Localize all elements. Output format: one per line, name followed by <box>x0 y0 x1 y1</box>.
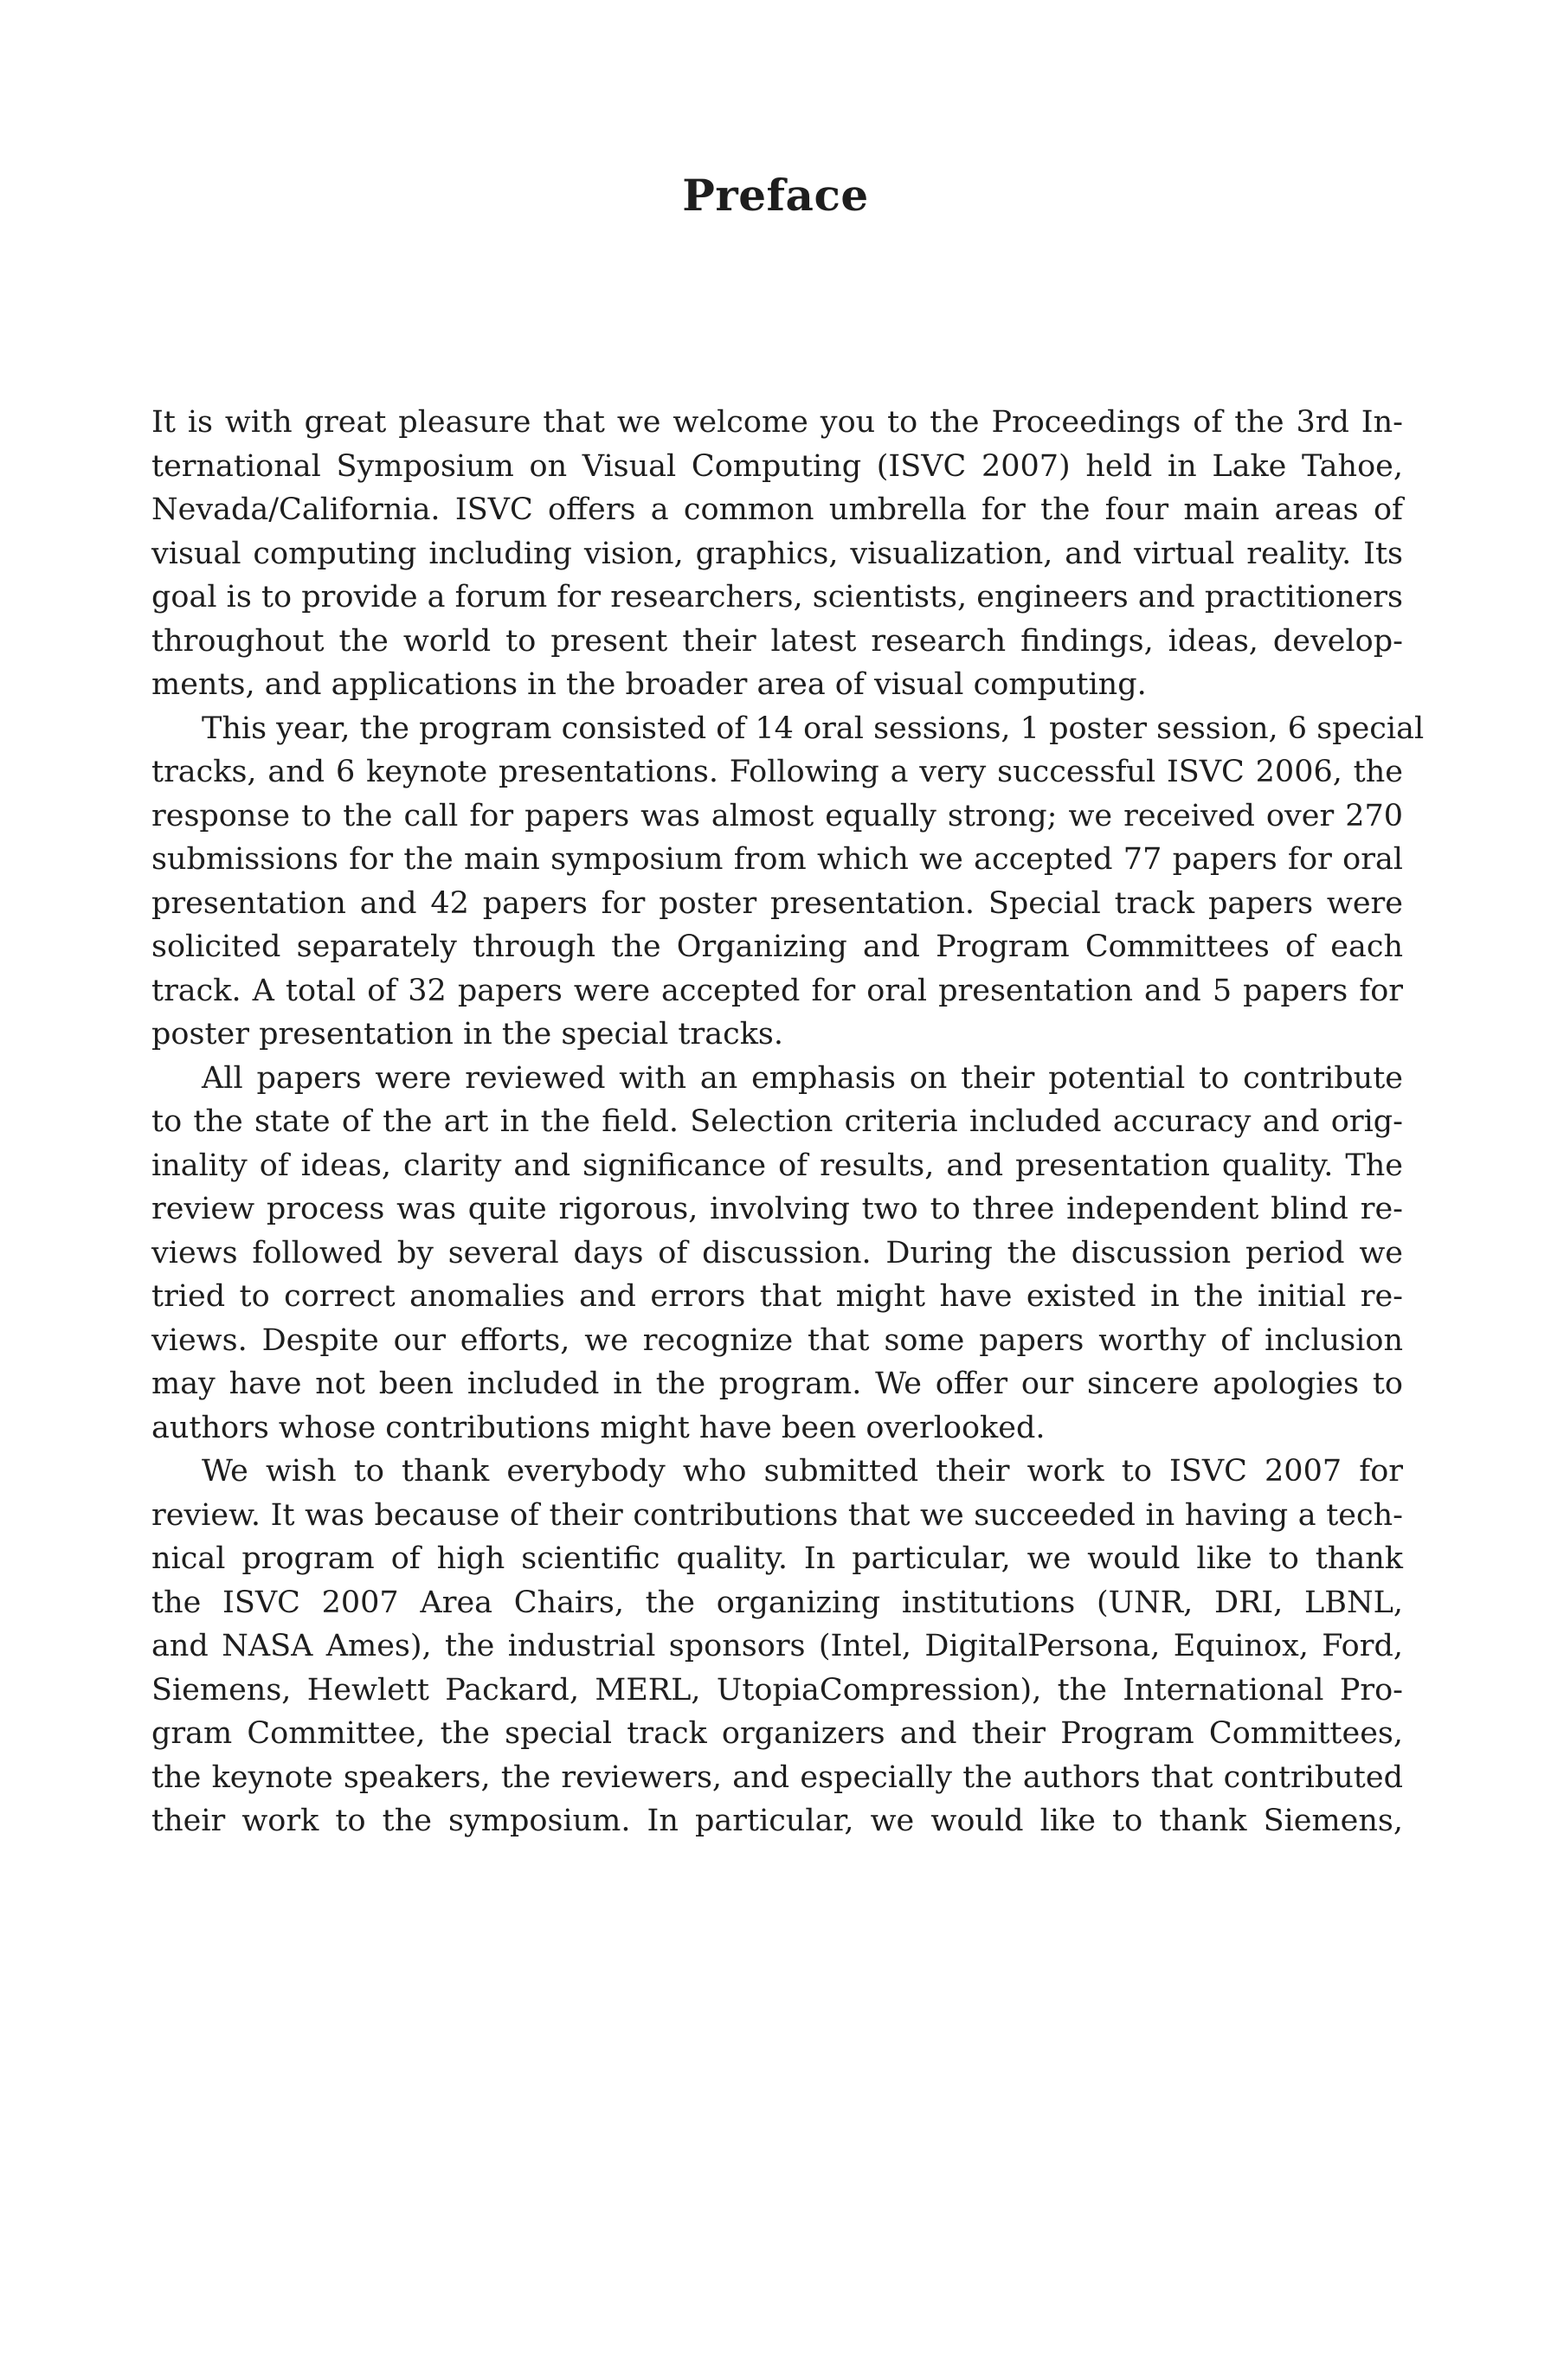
text-line: review. It was because of their contributions that we succeeded in having a tech- <box>151 1497 1403 1533</box>
paragraph-2 <box>151 707 1425 1057</box>
text-line: authors whose contributions might have been overlooked. <box>151 1410 1046 1445</box>
text-line: Nevada/California. ISVC offers a common umbrella for the four main areas of <box>151 492 1403 527</box>
text-line: nical program of high scientific quality. In particular, we would like to thank <box>151 1541 1403 1576</box>
text-line: submissions for the main symposium from which we accepted 77 papers for oral <box>151 842 1403 877</box>
text-line: gram Committee, the special track organizers and their Program Committees, <box>151 1716 1403 1751</box>
text-line: their work to the symposium. In particular, we would like to thank Siemens, <box>151 1804 1403 1838</box>
text-line: response to the call for papers was almost equally strong; we received over 270 <box>151 798 1403 833</box>
text-line: tried to correct anomalies and errors that might have existed in the initial re- <box>151 1279 1403 1314</box>
text-line: It is with great pleasure that we welcome you to the Proceedings of the 3rd In- <box>151 405 1403 440</box>
text-line: the keynote speakers, the reviewers, and especially the authors that contributed <box>151 1759 1403 1795</box>
text-line: inality of ideas, clarity and significance of results, and presentation quality. The <box>151 1148 1403 1183</box>
text-line: ternational Symposium on Visual Computing (ISVC 2007) held in Lake Tahoe, <box>151 448 1403 484</box>
text-line: tracks, and 6 keynote presentations. Following a very successful ISVC 2006, the <box>151 755 1403 789</box>
text-line: We wish to thank everybody who submitted their work to ISVC 2007 for <box>202 1454 1403 1489</box>
text-line: throughout the world to present their latest research findings, ideas, develop- <box>151 623 1403 659</box>
document-body <box>151 401 1425 1843</box>
text-line: This year, the program consisted of 14 oral sessions, 1 poster session, 6 special <box>202 711 1425 746</box>
paragraph-1 <box>151 401 1403 707</box>
text-line: the ISVC 2007 Area Chairs, the organizing institutions (UNR, DRI, LBNL, <box>151 1585 1403 1620</box>
text-line: views followed by several days of discussion. During the discussion period we <box>151 1235 1403 1270</box>
paragraph-4 <box>151 1450 1403 1843</box>
text-line: Siemens, Hewlett Packard, MERL, UtopiaCompression), the International Pro- <box>151 1672 1403 1708</box>
text-line: to the state of the art in the field. Selection criteria included accuracy and orig- <box>151 1104 1403 1139</box>
text-line: presentation and 42 papers for poster presentation. Special track papers were <box>151 885 1403 921</box>
text-line: views. Despite our efforts, we recognize that some papers worthy of inclusion <box>151 1322 1403 1358</box>
page-title: Preface <box>682 170 869 221</box>
text-line: goal is to provide a forum for researchers, scientists, engineers and practitioners <box>151 580 1403 614</box>
text-line: review process was quite rigorous, involving two to three independent blind re- <box>151 1192 1403 1226</box>
text-line: ments, and applications in the broader area of visual computing. <box>151 667 1147 702</box>
text-line: may have not been included in the program. We offer our sincere apologies to <box>151 1367 1403 1401</box>
paragraph-3 <box>151 1057 1403 1451</box>
text-line: solicited separately through the Organizing and Program Committees of each <box>151 929 1403 964</box>
text-line: poster presentation in the special tracks. <box>151 1017 783 1052</box>
text-line: and NASA Ames), the industrial sponsors (Intel, DigitalPersona, Equinox, Ford, <box>151 1629 1403 1663</box>
text-line: track. A total of 32 papers were accepted for oral presentation and 5 papers for <box>151 973 1403 1008</box>
text-line: All papers were reviewed with an emphasis on their potential to contribute <box>202 1060 1403 1096</box>
text-line: visual computing including vision, graphics, visualization, and virtual reality. Its <box>151 536 1403 571</box>
